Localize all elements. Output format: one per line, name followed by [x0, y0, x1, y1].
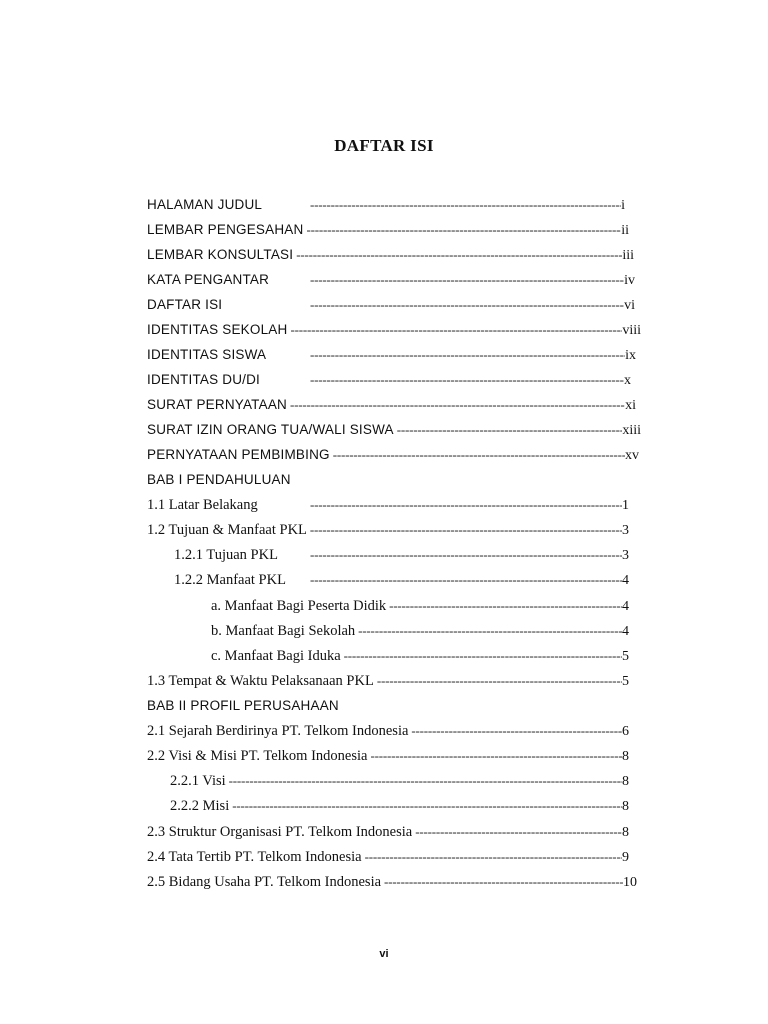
toc-entry-surat-pernyataan[interactable] [147, 394, 636, 416]
toc-entry-2-1[interactable] [147, 720, 629, 742]
toc-entry-identitas-sekolah[interactable] [147, 319, 641, 341]
dot-leader [341, 645, 622, 667]
toc-entry-page: 8 [622, 774, 629, 789]
toc-entry-page: 4 [622, 599, 629, 614]
dot-leader [374, 670, 622, 692]
dot-leader [394, 419, 623, 441]
dot-leader [307, 269, 624, 291]
toc-entry-1-2-1[interactable] [174, 544, 629, 566]
toc-entry-page: 3 [622, 548, 629, 563]
dot-leader [367, 745, 622, 767]
dot-leader [386, 595, 622, 617]
toc-entry-page: vi [624, 298, 635, 313]
toc-entry-label: 1.2.1 Tujuan PKL [174, 547, 278, 563]
dot-leader [408, 720, 622, 742]
toc-entry-2-4[interactable] [147, 846, 629, 868]
toc-entry-label: 1.2 Tujuan & Manfaat PKL [147, 522, 307, 538]
toc-entry-page: i [621, 198, 625, 213]
toc-entry-label: 2.4 Tata Tertib PT. Telkom Indonesia [147, 849, 362, 865]
toc-entry-kata-pengantar[interactable] [147, 269, 635, 291]
toc-entry-label: 2.2 Visi & Misi PT. Telkom Indonesia [147, 748, 368, 764]
dot-leader [287, 394, 625, 416]
toc-entry-page: 4 [622, 573, 629, 588]
dot-leader [362, 846, 622, 868]
toc-entry-label: 1.3 Tempat & Waktu Pelaksanaan PKL [147, 673, 374, 689]
toc-entry-surat-izin[interactable] [147, 419, 641, 441]
toc-entry-label: LEMBAR PENGESAHAN [147, 222, 304, 237]
toc-entry-label: 2.1 Sejarah Berdirinya PT. Telkom Indonesia [147, 723, 409, 739]
toc-entry-daftar-isi[interactable] [147, 294, 635, 316]
dot-leader [307, 494, 622, 516]
toc-entry-label: SURAT IZIN ORANG TUA/WALI SISWA [147, 422, 394, 437]
dot-leader [381, 871, 623, 893]
toc-entry-2-3[interactable] [147, 821, 629, 843]
toc-entry-label: b. Manfaat Bagi Sekolah [211, 623, 356, 639]
toc-entry-page: 1 [622, 498, 629, 513]
toc-entry-page: 9 [622, 850, 629, 865]
toc-entry-page: 4 [622, 624, 629, 639]
toc-entry-page: ix [625, 348, 636, 363]
toc-entry-lembar-konsultasi[interactable] [147, 244, 634, 266]
dot-leader [355, 620, 622, 642]
page-number: vi [379, 948, 389, 960]
toc-entry-label: BAB II PROFIL PERUSAHAAN [147, 698, 339, 713]
dot-leader [226, 770, 622, 792]
dot-leader [229, 795, 622, 817]
toc-entry-page: 6 [622, 724, 629, 739]
toc-entry-2-2-1[interactable] [170, 770, 629, 792]
toc-entry-page: 5 [622, 649, 629, 664]
toc-entry-2-2-2[interactable] [170, 795, 629, 817]
toc-entry-label: KATA PENGANTAR [147, 272, 270, 287]
toc-entry-identitas-dudi[interactable] [147, 369, 631, 391]
toc-entry-label: DAFTAR ISI [147, 297, 223, 312]
toc-entry-page: 5 [622, 674, 629, 689]
toc-entry-1-3[interactable] [147, 670, 629, 692]
toc-entry-page: 3 [622, 523, 629, 538]
dot-leader [293, 244, 622, 266]
dot-leader [307, 544, 622, 566]
toc-entry-label: 2.5 Bidang Usaha PT. Telkom Indonesia [147, 874, 382, 890]
toc-entry-page: 10 [623, 875, 637, 890]
toc-entry-page: viii [622, 323, 641, 338]
dot-leader [330, 444, 625, 466]
dot-leader [307, 519, 622, 541]
toc-entry-page: 8 [622, 799, 629, 814]
toc-entry-label: IDENTITAS DU/DI [147, 372, 261, 387]
toc-entry-page: 8 [622, 825, 629, 840]
dot-leader [307, 344, 625, 366]
toc-entry-label: LEMBAR KONSULTASI [147, 247, 294, 262]
toc-entry-1-2[interactable] [147, 519, 629, 541]
toc-entry-label: 2.3 Struktur Organisasi PT. Telkom Indonesia [147, 824, 413, 840]
page-title: DAFTAR ISI [334, 136, 434, 155]
toc-entry-page: ii [621, 223, 629, 238]
toc-entry-label: 1.2.2 Manfaat PKL [174, 572, 286, 588]
toc-entry-label: 1.1 Latar Belakang [147, 497, 258, 513]
toc-entry-page: xv [625, 448, 639, 463]
dot-leader [307, 194, 621, 216]
toc-entry-lembar-pengesahan[interactable] [147, 219, 629, 241]
toc-entry-1-2-2-a[interactable] [211, 595, 629, 617]
toc-entry-2-5[interactable] [147, 871, 637, 893]
toc-entry-halaman-judul[interactable] [147, 194, 625, 216]
dot-leader [287, 319, 622, 341]
dot-leader [307, 569, 622, 591]
toc-entry-1-2-2-b[interactable] [211, 620, 629, 642]
toc-entry-label: IDENTITAS SISWA [147, 347, 267, 362]
toc-entry-1-1[interactable] [147, 494, 629, 516]
dot-leader [303, 219, 621, 241]
toc-entry-label: 2.2.1 Visi [170, 773, 226, 789]
toc-entry-page: iii [622, 248, 634, 263]
toc-entry-page: x [624, 373, 631, 388]
toc-entry-page: xiii [622, 423, 641, 438]
toc-entry-label: IDENTITAS SEKOLAH [147, 322, 288, 337]
toc-heading-bab-2[interactable] [147, 695, 627, 717]
toc-entry-1-2-2[interactable] [174, 569, 629, 591]
toc-entry-1-2-2-c[interactable] [211, 645, 629, 667]
toc-entry-2-2[interactable] [147, 745, 629, 767]
toc-entry-label: c. Manfaat Bagi Iduka [211, 648, 341, 664]
dot-leader [307, 369, 624, 391]
toc-entry-label: PERNYATAAN PEMBIMBING [147, 447, 330, 462]
toc-entry-page: 8 [622, 749, 629, 764]
toc-entry-page: xi [625, 398, 636, 413]
toc-entry-page: iv [624, 273, 635, 288]
toc-entry-pernyataan-pembimbing[interactable] [147, 444, 639, 466]
toc-heading-bab-1[interactable] [147, 469, 625, 491]
toc-entry-label: HALAMAN JUDUL [147, 197, 263, 212]
toc-entry-label: SURAT PERNYATAAN [147, 397, 287, 412]
dot-leader [412, 821, 622, 843]
toc-entry-label: a. Manfaat Bagi Peserta Didik [211, 598, 387, 614]
toc-entry-label: 2.2.2 Misi [170, 798, 230, 814]
toc-entry-identitas-siswa[interactable] [147, 344, 636, 366]
toc-entry-label: BAB I PENDAHULUAN [147, 472, 291, 487]
dot-leader [307, 294, 624, 316]
